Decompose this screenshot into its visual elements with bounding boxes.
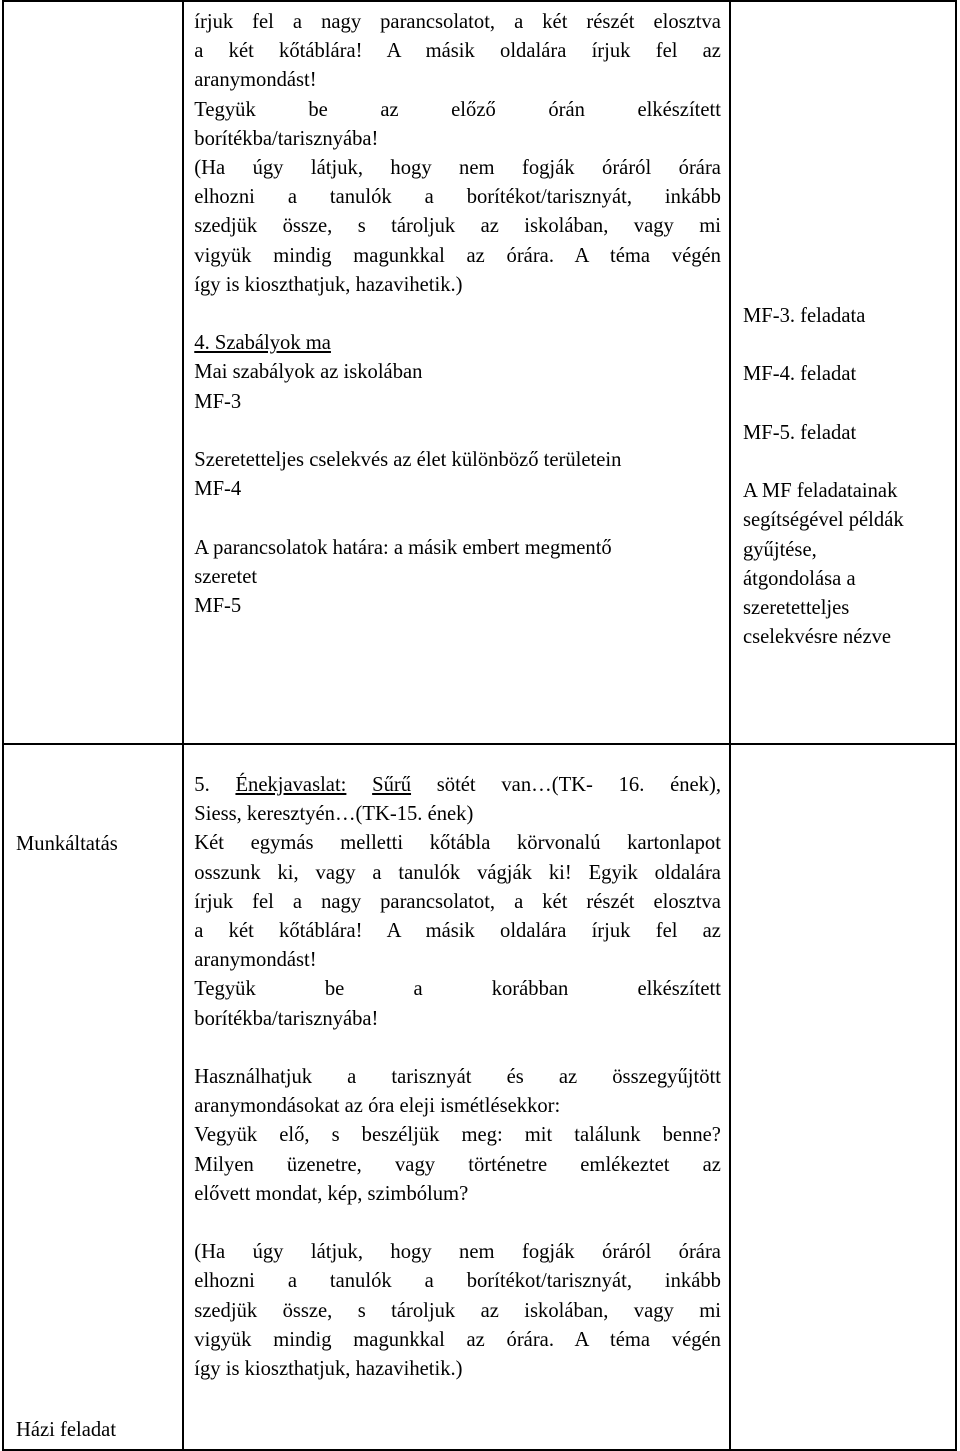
text-line: írjuk fel a nagy parancsolatot, a két részét elosztva (194, 11, 721, 33)
text-line: átgondolása a (742, 567, 856, 590)
main-content-cell (183, 744, 730, 1450)
song-label: Énekjavaslat: (235, 774, 347, 796)
worksheet-task: MF-3. feladata (742, 305, 866, 327)
text-line: aranymondást! (194, 949, 317, 972)
text-line: aranymondást! (194, 69, 317, 92)
text-line: A MF feladatainak (742, 480, 898, 503)
text-line: borítékba/tarisznyába! (194, 1007, 379, 1030)
word: be (308, 98, 328, 121)
text-line: segítségével példák (742, 509, 904, 532)
text-line (194, 975, 721, 1004)
section-label-munkaltatas: Munkáltatás (16, 833, 118, 855)
text-line: vigyük mindig magunkkal az órára. A téma végén (194, 1328, 721, 1351)
text-line: aranymondásokat az óra eleji ismétlésekkor: (194, 1095, 561, 1118)
worksheet-task: MF-5. feladat (742, 421, 857, 444)
word: Tegyük (194, 98, 256, 121)
text-line: Mai szabályok az iskolában (194, 361, 423, 384)
worksheet-ref: MF-4 (194, 478, 242, 501)
text-line: így is kioszthatjuk, hazavihetik.) (194, 1358, 463, 1381)
word: Tegyük (194, 978, 256, 1001)
song-title: Sűrű (372, 774, 412, 796)
text-line: Szeretetteljes cselekvés az élet különböző területein (194, 449, 622, 472)
word: be (324, 978, 345, 1001)
text-line: osszunk ki, vagy a tanulók vágják ki! Egyik oldalára (194, 861, 721, 884)
text-line: (Ha úgy látjuk, hogy nem fogják óráról órára (194, 157, 721, 180)
text-line: így is kioszthatjuk, hazavihetik.) (194, 273, 463, 296)
word: a (413, 978, 423, 1001)
text-line: szeretetteljes (742, 596, 850, 619)
table-row (3, 744, 956, 1450)
text-line: (Ha úgy látjuk, hogy nem fogják óráról órára (194, 1241, 721, 1264)
lesson-plan-table (2, 0, 957, 1451)
table-row (3, 1, 956, 744)
text-line: Milyen üzenetre, vagy történetre emlékeztet az (194, 1153, 721, 1176)
main-content (184, 745, 729, 1384)
text-line: Vegyük elő, s beszéljük meg: mit találunk benne? (194, 1124, 721, 1147)
section-number: 5. (194, 774, 236, 796)
text-line: elhozni a tanulók a borítékot/tarisznyát, inkább (194, 1270, 721, 1293)
text-line: vigyük mindig magunkkal az órára. A téma végén (194, 244, 721, 267)
text-line: elővett mondat, kép, szimbólum? (194, 1182, 469, 1205)
tools-content (731, 2, 955, 652)
word: korábban (491, 978, 569, 1001)
word: elkészített (637, 98, 721, 121)
text-line: gyűjtése, (742, 538, 817, 561)
main-content (184, 2, 729, 621)
section-label-hazi-feladat: Házi feladat (16, 1419, 117, 1441)
text-line: a két kőtáblára! A másik oldalára írjuk fel az (194, 40, 721, 63)
tools-cell (730, 744, 956, 1450)
main-content-cell (183, 1, 730, 744)
word: órán (548, 98, 585, 121)
worksheet-task: MF-4. feladat (742, 363, 857, 386)
text-line: Siess, keresztyén…(TK-15. ének) (194, 803, 474, 826)
text-line: a két kőtáblára! A másik oldalára írjuk fel az (194, 920, 721, 943)
song-details: sötét van…(TK- 16. ének), (411, 774, 721, 796)
worksheet-ref: MF-3 (194, 390, 242, 413)
worksheet-ref: MF-5 (194, 595, 242, 618)
text-line (194, 96, 721, 125)
text-line: cselekvésre nézve (742, 626, 892, 649)
text-line: Két egymás melletti kőtábla körvonalú kartonlapot (194, 832, 721, 855)
section-heading: 4. Szabályok ma (194, 332, 331, 355)
text-line: írjuk fel a nagy parancsolatot, a két részét elosztva (194, 890, 721, 913)
text-line: szedjük össze, s tároljuk az iskolában, vagy mi (194, 1299, 721, 1322)
left-label-cell (3, 1, 183, 744)
tools-cell (730, 1, 956, 744)
word: az (380, 98, 399, 121)
text-line: szedjük össze, s tároljuk az iskolában, vagy mi (194, 215, 721, 238)
text-line: Használhatjuk a tarisznyát és az összegyűjtött (194, 1066, 721, 1089)
text-line: elhozni a tanulók a borítékot/tarisznyát, inkább (194, 186, 721, 209)
word: elkészített (637, 978, 721, 1001)
word: előző (451, 98, 496, 121)
text-line: szeretet (194, 565, 258, 588)
text-line: borítékba/tarisznyába! (194, 127, 379, 150)
text-line: A parancsolatok határa: a másik embert megmentő (194, 536, 612, 559)
text-line (194, 771, 721, 800)
